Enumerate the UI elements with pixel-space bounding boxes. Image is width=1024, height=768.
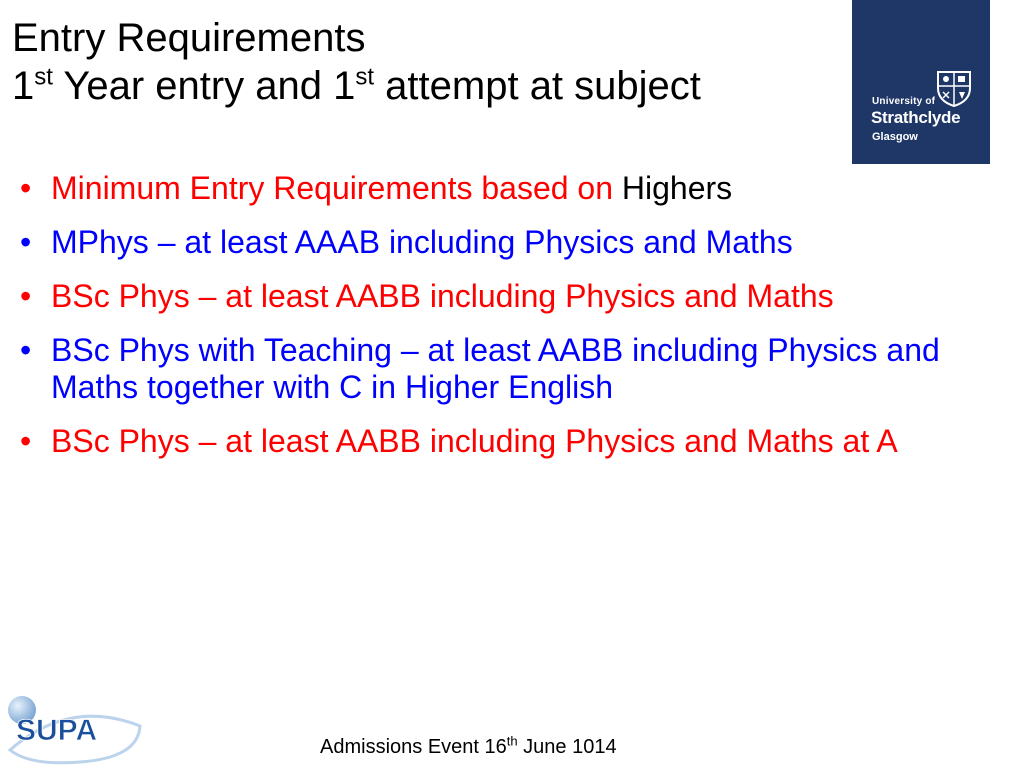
bullet-text: BSc Phys with Teaching – at least AABB including Physics and Maths together with C in Higher English [51, 332, 940, 405]
strathclyde-logo [852, 0, 990, 164]
bullet-item [20, 170, 1010, 207]
logo-university-of: University of [872, 96, 936, 107]
title-line-2 [12, 62, 832, 110]
logo-glasgow: Glasgow [872, 131, 918, 143]
slide-title [12, 14, 832, 110]
bullet-item [20, 224, 1010, 261]
bullet-item [20, 332, 1010, 406]
title-superscript: st [355, 63, 375, 91]
bullet-highlight: Highers [621, 170, 733, 206]
bullet-dot: • [20, 224, 32, 260]
footer-superscript: th [506, 733, 518, 749]
title-part: attempt at subject [374, 64, 701, 108]
bullet-item [20, 423, 1010, 460]
footer-part: Admissions Event 16 [320, 736, 507, 758]
bullet-item [20, 278, 1010, 315]
supa-logo-text: SUPA [16, 714, 98, 747]
bullet-text: Minimum Entry Requirements based on [51, 170, 622, 206]
title-part: 1 [12, 64, 35, 108]
bullet-dot: • [20, 170, 32, 206]
strathclyde-crest-icon [934, 68, 974, 108]
bullet-list [20, 170, 1010, 477]
bullet-text: BSc Phys – at least AABB including Physics and Maths [51, 278, 834, 314]
title-superscript: st [34, 63, 53, 91]
bullet-text: MPhys – at least AAAB including Physics and Maths [51, 224, 793, 260]
bullet-dot: • [20, 332, 32, 368]
bullet-dot: • [20, 278, 32, 314]
title-line-1: Entry Requirements [12, 16, 366, 60]
title-part: Year entry and 1 [52, 64, 356, 108]
bullet-text: BSc Phys – at least AABB including Physics and Maths at A [51, 423, 898, 459]
logo-strathclyde: Strathclyde [871, 108, 961, 127]
bullet-dot: • [20, 423, 32, 459]
footer-text [320, 733, 617, 759]
footer-part: June 1014 [517, 736, 617, 758]
supa-logo [0, 688, 150, 768]
